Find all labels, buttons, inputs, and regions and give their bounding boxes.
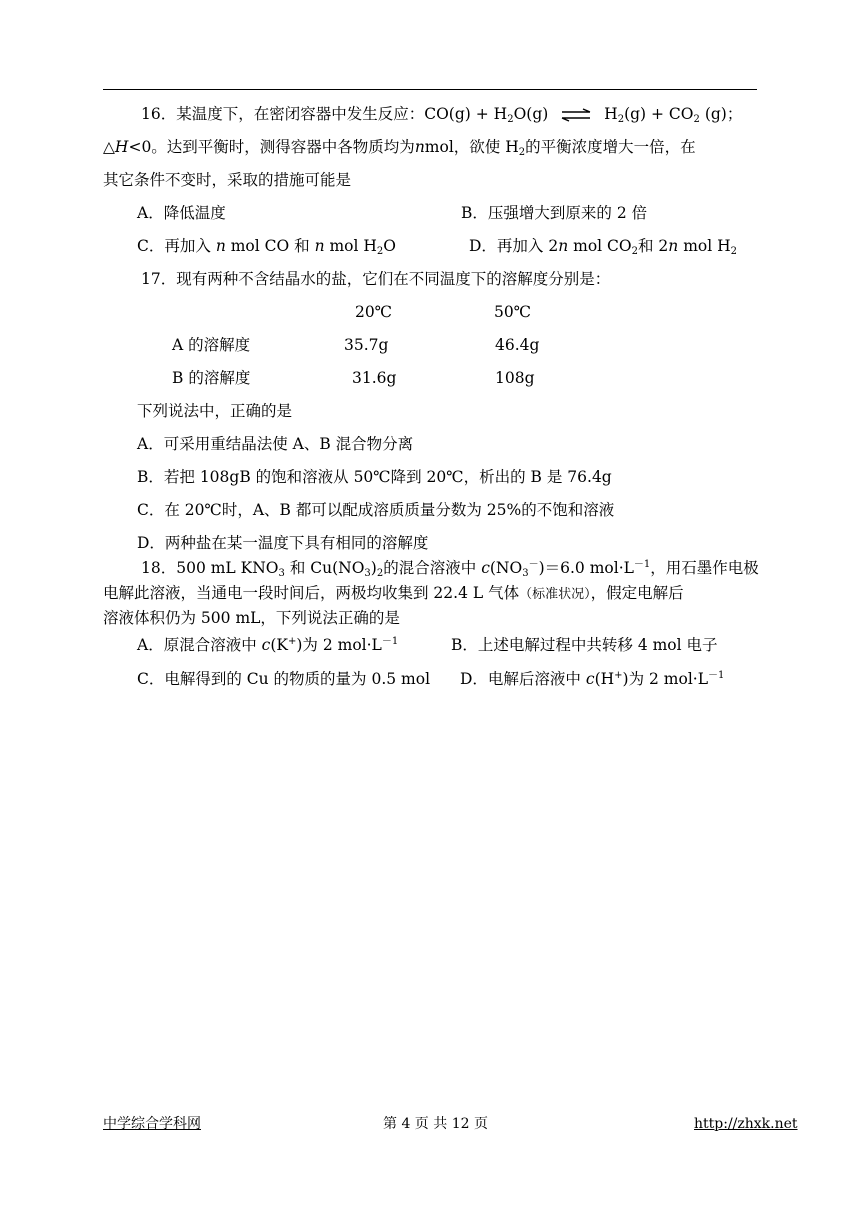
footer-url-link[interactable]: http://zhxk.net — [694, 1116, 798, 1132]
q18-option-d: D．电解后溶液中 c(H+)为 2 $mol\cdot L^{-1}$ — [460, 670, 725, 688]
q18-option-c: C．电解得到的 Cu 的物质的量为 0.5 mol — [137, 670, 431, 688]
equilibrium-arrows-icon — [561, 108, 591, 122]
q17-table-row-a-label: A 的溶解度 — [172, 336, 251, 354]
q18-stem-line2: 电解此溶液，当通电一段时间后，两极均收集到 22.4 L 气体（标准状况），假定电解后 — [103, 584, 684, 602]
q16-option-b: B．压强增大到原来的 2 倍 — [461, 204, 648, 222]
q18-stem-line3: 溶液体积仍为 500 mL，下列说法正确的是 — [103, 609, 400, 627]
q17-table-row-b-label: B 的溶解度 — [172, 369, 251, 387]
q17-option-c: C．在 20℃时，A、B 都可以配成溶质质量分数为 25%的不饱和溶液 — [137, 501, 615, 519]
q17-table-header-50c: 50℃ — [494, 303, 532, 321]
q16-stem-line1: 16．某温度下，在密闭容器中发生反应：$CO(g) + H_2O(g) H_2(g) + CO_2$ (g)； — [141, 105, 743, 125]
q17-option-a: A．可采用重结晶法使 A、B 混合物分离 — [137, 435, 414, 453]
q17-option-d: D．两种盐在某一温度下具有相同的溶解度 — [137, 534, 429, 552]
q17-table-header-20c: 20℃ — [355, 303, 393, 321]
q18-option-a: A．原混合溶液中 c(K+)为 2 $mol\cdot L^{-1}$ — [137, 636, 399, 654]
q17-option-b: B．若把 108gB 的饱和溶液从 50℃降到 20℃，析出的 B 是 76.4g — [137, 468, 612, 486]
q16-stem-line2: △H<0。达到平衡时，测得容器中各物质均为nmol，欲使 $H_2$的平衡浓度增大一倍，在 — [103, 138, 696, 158]
q18-stem-line1: 18．500 mL $KNO_3$ 和 $Cu(NO_3)_2$的混合溶液中 $c(NO_3^-)=6.0$ $mol\cdot L^{-1}$，用石墨作电极 — [141, 559, 759, 579]
q17-table-row-a-50c: 46.4g — [495, 336, 540, 354]
q17-table-row-b-50c: 108g — [495, 369, 535, 387]
q17-table-row-b-20c: 31.6g — [352, 369, 397, 387]
q16-option-a: A．降低温度 — [137, 204, 226, 222]
header-rule — [103, 89, 757, 90]
q16-option-d: D．再加入 2n mol $CO_2$和 2n mol $H_2$ — [469, 237, 738, 257]
q16-option-c: C．再加入 n mol CO 和 n mol $H_2O$ — [137, 237, 397, 257]
footer-page-number: 第 4 页 共 12 页 — [383, 1116, 488, 1132]
q17-table-row-a-20c: 35.7g — [344, 336, 389, 354]
q18-option-b: B．上述电解过程中共转移 4 mol 电子 — [451, 636, 718, 654]
q17-stem: 17．现有两种不含结晶水的盐，它们在不同温度下的溶解度分别是： — [141, 270, 611, 288]
footer-site-link[interactable]: 中学综合学科网 — [103, 1116, 201, 1132]
q17-prompt: 下列说法中，正确的是 — [137, 402, 293, 420]
q16-stem-line3: 其它条件不变时，采取的措施可能是 — [103, 171, 352, 189]
